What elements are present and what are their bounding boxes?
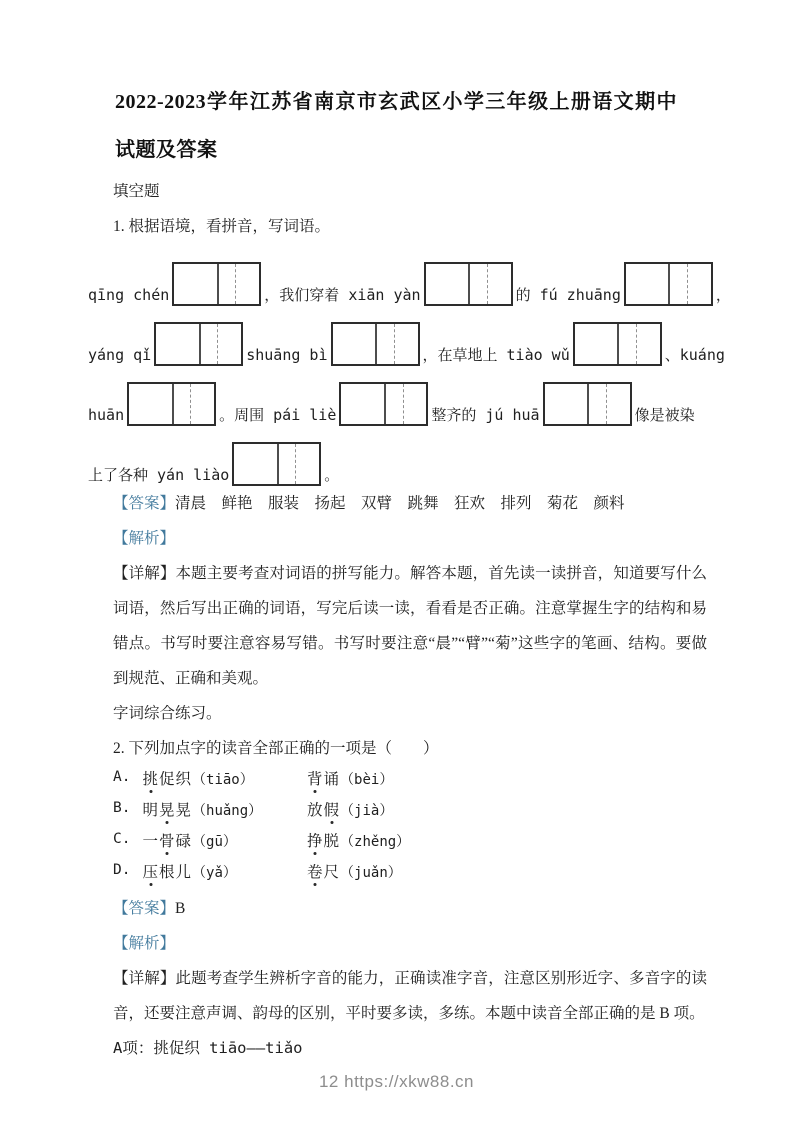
pinyin-text: 、kuáng <box>664 346 725 364</box>
box-dashed-guide <box>403 384 404 424</box>
char: 诵 <box>323 771 341 788</box>
char: 根 <box>158 864 176 881</box>
dotted-word <box>307 802 340 819</box>
pinyin-row <box>88 306 725 366</box>
page-footer <box>0 1072 793 1092</box>
pinyin-text: 整齐的 jú huā <box>431 406 540 424</box>
pinyin-text: 。 <box>324 466 340 484</box>
pinyin-row <box>88 426 707 486</box>
char: 一 <box>142 833 159 850</box>
option-item <box>307 798 393 820</box>
option-first-column <box>113 829 307 851</box>
q2-answer-text: B <box>175 900 186 917</box>
char: 儿 <box>175 864 193 881</box>
pinyin-text: ，我们穿着 xiān yàn <box>264 286 421 304</box>
answer-tag: 【答案】 <box>113 900 176 917</box>
dotted-char: 晃 <box>159 798 176 820</box>
option-item <box>307 767 393 789</box>
pinyin-text: 像是被染 <box>634 406 695 424</box>
page-number: 12 <box>318 1072 339 1091</box>
pinyin-reading: （huǎng） <box>192 803 263 819</box>
char: 织 <box>175 771 193 788</box>
pinyin-text: ，在草地上 tiào wǔ <box>422 346 570 364</box>
char: 促 <box>158 771 176 788</box>
dotted-char: 挑 <box>142 767 159 789</box>
writing-box <box>172 262 261 306</box>
dotted-word <box>142 833 192 850</box>
footer-link: https://xkw88.cn <box>344 1072 475 1091</box>
option-row <box>113 860 707 891</box>
option-item <box>142 798 262 820</box>
char: 尺 <box>323 864 341 881</box>
box-dashed-guide <box>606 384 607 424</box>
answer-tag: 【答案】 <box>113 495 176 512</box>
box-dashed-guide <box>295 444 296 484</box>
option-first-column <box>113 798 307 820</box>
option-second-column <box>307 829 410 851</box>
dotted-char: 假 <box>324 798 341 820</box>
analysis-tag: 【解析】 <box>113 530 176 547</box>
pinyin-reading: （tiāo） <box>192 772 254 788</box>
option-item <box>307 860 402 882</box>
pinyin-text: huān <box>88 406 125 424</box>
box-dashed-guide <box>487 264 488 304</box>
box-center-divider <box>199 324 201 364</box>
dotted-char: 挣 <box>307 829 324 851</box>
q2-note-line: A项：挑促织 tiāo——tiǎo <box>113 1039 303 1057</box>
box-center-divider <box>277 444 279 484</box>
q1-stem: 1. 根据语境，看拼音，写词语。 <box>113 218 331 235</box>
option-second-column <box>307 767 393 789</box>
option-label: C. <box>113 831 131 847</box>
box-dashed-guide <box>190 384 191 424</box>
pinyin-reading: （zhěng） <box>340 834 411 850</box>
box-center-divider <box>617 324 619 364</box>
option-row <box>113 767 707 798</box>
pinyin-reading: （gū） <box>192 834 237 850</box>
box-dashed-guide <box>394 324 395 364</box>
writing-box <box>331 322 420 366</box>
dotted-word <box>307 833 340 850</box>
option-item <box>307 829 410 851</box>
pinyin-text: 的 fú zhuāng <box>515 286 621 304</box>
option-second-column <box>307 798 393 820</box>
q2-options <box>113 767 707 891</box>
option-first-column <box>113 767 307 789</box>
char: 晃 <box>175 802 193 819</box>
q2-detail-paragraph: 【详解】此题考查学生辨析字音的能力，正确读准字音，注意区别形近字、多音字的读音，还要注意声调、韵母的区别，平时要多读，多练。本题中读音全部正确的是 B 项。 <box>113 970 707 1022</box>
char: 放 <box>307 802 324 819</box>
option-label: D. <box>113 862 131 878</box>
box-center-divider <box>384 384 386 424</box>
option-item <box>142 767 253 789</box>
box-dashed-guide <box>217 324 218 364</box>
box-center-divider <box>468 264 470 304</box>
option-row <box>113 798 707 829</box>
analysis-tag: 【解析】 <box>113 935 176 952</box>
pinyin-text: yáng qǐ <box>88 346 152 364</box>
writing-box <box>424 262 513 306</box>
writing-box <box>624 262 713 306</box>
box-dashed-guide <box>235 264 236 304</box>
pinyin-text: ， <box>715 286 731 304</box>
writing-box <box>339 382 428 426</box>
q2-answer-line <box>113 891 707 926</box>
option-second-column <box>307 860 402 882</box>
page-title: 2022-2023学年江苏省南京市玄武区小学三年级上册语文期中试题及答案 <box>115 91 677 161</box>
dotted-word <box>142 802 192 819</box>
pinyin-row <box>88 246 731 306</box>
q2-analysis-line <box>113 926 707 961</box>
document-content <box>88 78 731 1066</box>
pinyin-row <box>88 366 707 426</box>
option-item <box>142 829 236 851</box>
dotted-char: 背 <box>307 767 324 789</box>
box-dashed-guide <box>636 324 637 364</box>
option-label: B. <box>113 800 131 816</box>
dotted-word <box>142 771 192 788</box>
writing-box <box>127 382 216 426</box>
writing-box <box>232 442 321 486</box>
box-center-divider <box>172 384 174 424</box>
option-label: A. <box>113 769 131 785</box>
box-center-divider <box>217 264 219 304</box>
char: 脱 <box>323 833 341 850</box>
dotted-word <box>307 771 340 788</box>
section-label: 填空题 <box>113 183 160 200</box>
dotted-char: 压 <box>142 860 159 882</box>
box-dashed-guide <box>687 264 688 304</box>
q1-pinyin-rows <box>88 246 731 486</box>
dotted-word <box>142 864 192 881</box>
pinyin-text: 上了各种 yán liào <box>88 466 230 484</box>
pinyin-reading: （jià） <box>340 803 394 819</box>
pinyin-text: shuāng bì <box>246 346 328 364</box>
q1-analysis-line <box>113 521 707 556</box>
box-center-divider <box>375 324 377 364</box>
q1-answer-line <box>113 486 707 521</box>
box-center-divider <box>587 384 589 424</box>
box-center-divider <box>668 264 670 304</box>
writing-box <box>543 382 632 426</box>
q1-answer-text: 清晨 鲜艳 服装 扬起 双臂 跳舞 狂欢 排列 菊花 颜料 <box>175 495 625 512</box>
q2-stem: 2. 下列加点字的读音全部正确的一项是（ ） <box>113 740 439 757</box>
dotted-char: 卷 <box>307 860 324 882</box>
pinyin-text: qīng chén <box>88 286 170 304</box>
dotted-char: 骨 <box>159 829 176 851</box>
interlude-label: 字词综合练习。 <box>113 705 222 722</box>
pinyin-reading: （bèi） <box>340 772 394 788</box>
writing-box <box>573 322 662 366</box>
char: 明 <box>142 802 159 819</box>
pinyin-reading: （yǎ） <box>192 865 237 881</box>
char: 碌 <box>175 833 193 850</box>
pinyin-text: 。周围 pái liè <box>219 406 337 424</box>
option-row <box>113 829 707 860</box>
dotted-word <box>307 864 340 881</box>
option-item <box>142 860 236 882</box>
q1-detail-paragraph: 【详解】本题主要考查对词语的拼写能力。解答本题，首先读一读拼音，知道要写什么词语，然后写出正确的词语，写完后读一读，看看是否正确。注意掌握生字的结构和易错点。书写时要注意容易写错。书写时要注意“晨”“臂”“菊”这些字的笔画、结构。要做到规范、正确和美观。 <box>113 565 707 687</box>
pinyin-reading: （juǎn） <box>340 865 402 881</box>
option-first-column <box>113 860 307 882</box>
writing-box <box>154 322 243 366</box>
